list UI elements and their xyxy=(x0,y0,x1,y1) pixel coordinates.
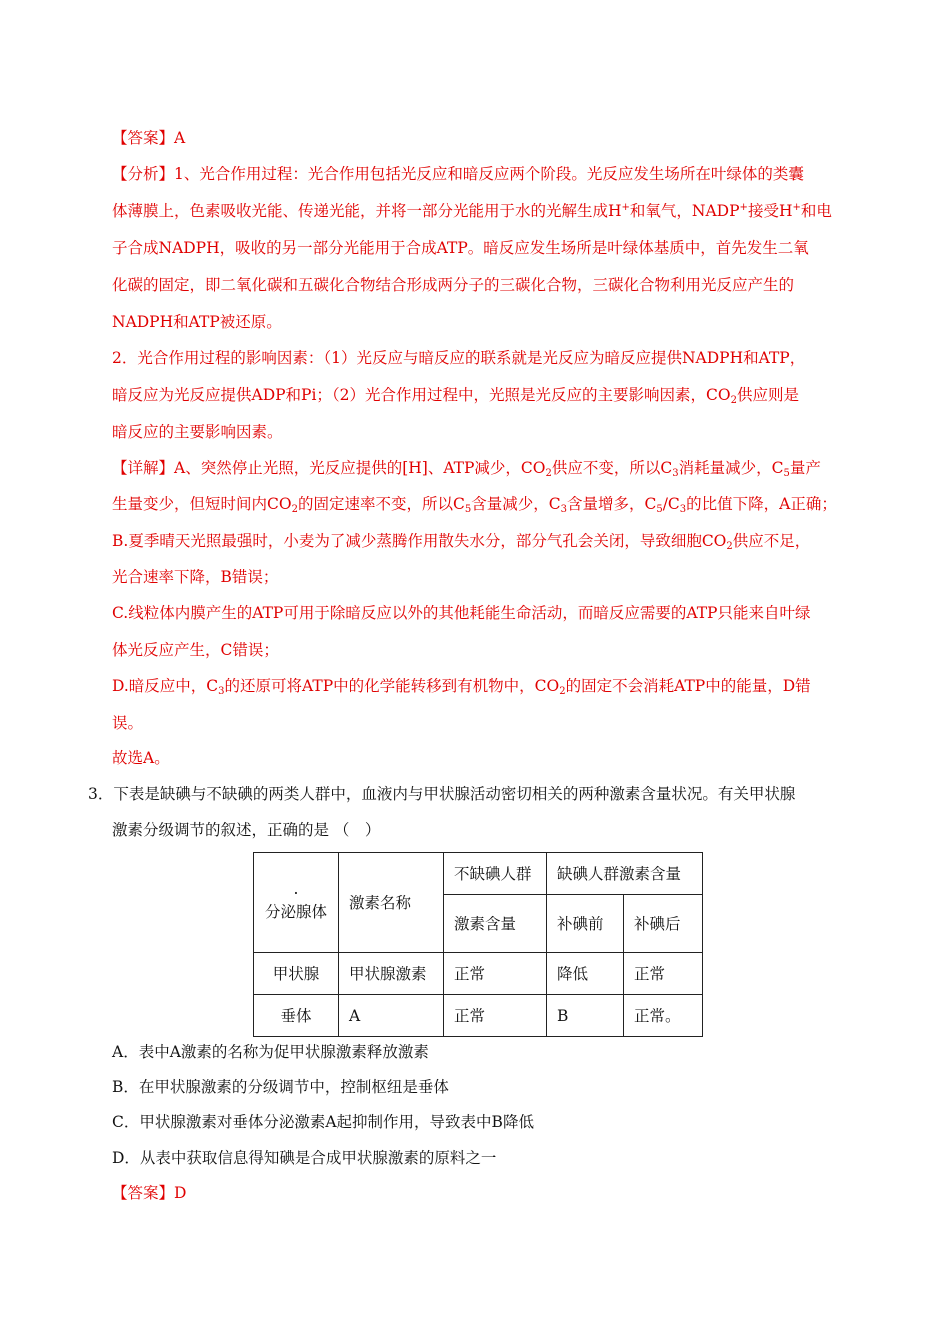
option-b: B．在甲状腺激素的分级调节中，控制枢纽是垂体 xyxy=(112,1078,449,1096)
hormone-table xyxy=(253,852,703,1037)
answer-value: A xyxy=(174,129,186,147)
detail-c-line-2: 体光反应产生，C错误； xyxy=(112,641,279,659)
detail-a-line-1: 【详解】A、突然停止光照，光反应提供的[H]、ATP减少，$CO_2$供应不变，所以$C_3$消耗量减少，$C_5$量产 xyxy=(112,459,821,479)
header-deficient-group: 缺碘人群激素含量 xyxy=(547,853,703,895)
detail-conclusion: 故选A。 xyxy=(112,749,170,767)
analysis-p2-line-2: 暗反应为光反应提供ADP和Pi；（2）光合作用过程中，光照是光反应的主要影响因素，$CO_2$供应则是 xyxy=(112,386,800,406)
detail-c-line-1: C.线粒体内膜产生的ATP可用于除暗反应以外的其他耗能生命活动，而暗反应需要的ATP只能来自叶绿 xyxy=(112,604,811,622)
analysis-line-5: NADPH和ATP被还原。 xyxy=(112,313,282,331)
header-before: 补碘前 xyxy=(547,895,624,953)
option-d: D．从表中获取信息得知碘是合成甲状腺激素的原料之一 xyxy=(112,1149,497,1167)
header-content: 激素含量 xyxy=(444,895,547,953)
table-row: 垂体 A 正常 B 正常。 xyxy=(254,995,703,1037)
question-3-stem-1: 3．下表是缺碘与不缺碘的两类人群中，血液内与甲状腺活动密切相关的两种激素含量状况。有关甲状腺 xyxy=(88,785,796,803)
table-row: 甲状腺 甲状腺激素 正常 降低 正常 xyxy=(254,953,703,995)
header-gland: . 分泌腺体 xyxy=(254,853,339,953)
answer-line xyxy=(112,128,185,148)
analysis-p2-line-1: 2．光合作用过程的影响因素：（1）光反应与暗反应的联系就是光反应为暗反应提供NADPH和ATP， xyxy=(112,349,806,367)
detail-d-line-2: 误。 xyxy=(112,714,144,732)
analysis-line-2: 体薄膜上，色素吸收光能、传递光能，并将一部分光能用于水的光解生成H+和氧气，NADP+接受H+和电 xyxy=(112,202,832,220)
analysis-line-1: 【分析】1、光合作用过程：光合作用包括光反应和暗反应两个阶段。光反应发生场所在叶绿体的类囊 xyxy=(112,165,804,183)
detail-d-line-1: D.暗反应中，$C_3$的还原可将ATP中的化学能转移到有机物中，$CO_2$的固定不会消耗ATP中的能量，D错 xyxy=(112,677,811,697)
analysis-line-4: 化碳的固定，即二氧化碳和五碳化合物结合形成两分子的三碳化合物，三碳化合物利用光反应产生的 xyxy=(112,276,795,294)
detail-b-line-1: B.夏季晴天光照最强时，小麦为了减少蒸腾作用散失水分，部分气孔会关闭，导致细胞$CO_2$供应不足， xyxy=(112,532,811,552)
header-hormone-name: 激素名称 xyxy=(339,853,444,953)
detail-b-line-2: 光合速率下降，B错误； xyxy=(112,568,279,586)
analysis-tag: 【分析】 xyxy=(112,165,175,183)
question-3-stem-2: 激素分级调节的叙述，正确的是 （ ） xyxy=(112,821,381,839)
header-normal-group: 不缺碘人群 xyxy=(444,853,547,895)
option-a: A．表中A激素的名称为促甲状腺激素释放激素 xyxy=(112,1043,429,1061)
detail-tag: 【详解】 xyxy=(112,459,175,477)
answer-tag: 【答案】 xyxy=(112,1184,175,1202)
analysis-line-3: 子合成NADPH，吸收的另一部分光能用于合成ATP。暗反应发生场所是叶绿体基质中，首先发生二氧 xyxy=(112,239,809,257)
table-header-row-1 xyxy=(254,853,703,895)
answer-line-q3 xyxy=(112,1183,186,1203)
analysis-p2-line-3: 暗反应的主要影响因素。 xyxy=(112,423,283,441)
question-number: 3． xyxy=(88,785,114,803)
detail-a-line-2: 生量变少，但短时间内$CO_2$的固定速率不变，所以$C_5$含量减少，$C_3$含量增多，$C_5/C_3$的比值下降，A正确； xyxy=(112,495,837,515)
option-c: C．甲状腺激素对垂体分泌激素A起抑制作用，导致表中B降低 xyxy=(112,1113,534,1131)
answer-value: D xyxy=(174,1184,187,1202)
header-after: 补碘后 xyxy=(624,895,703,953)
answer-tag: 【答案】 xyxy=(112,129,175,147)
